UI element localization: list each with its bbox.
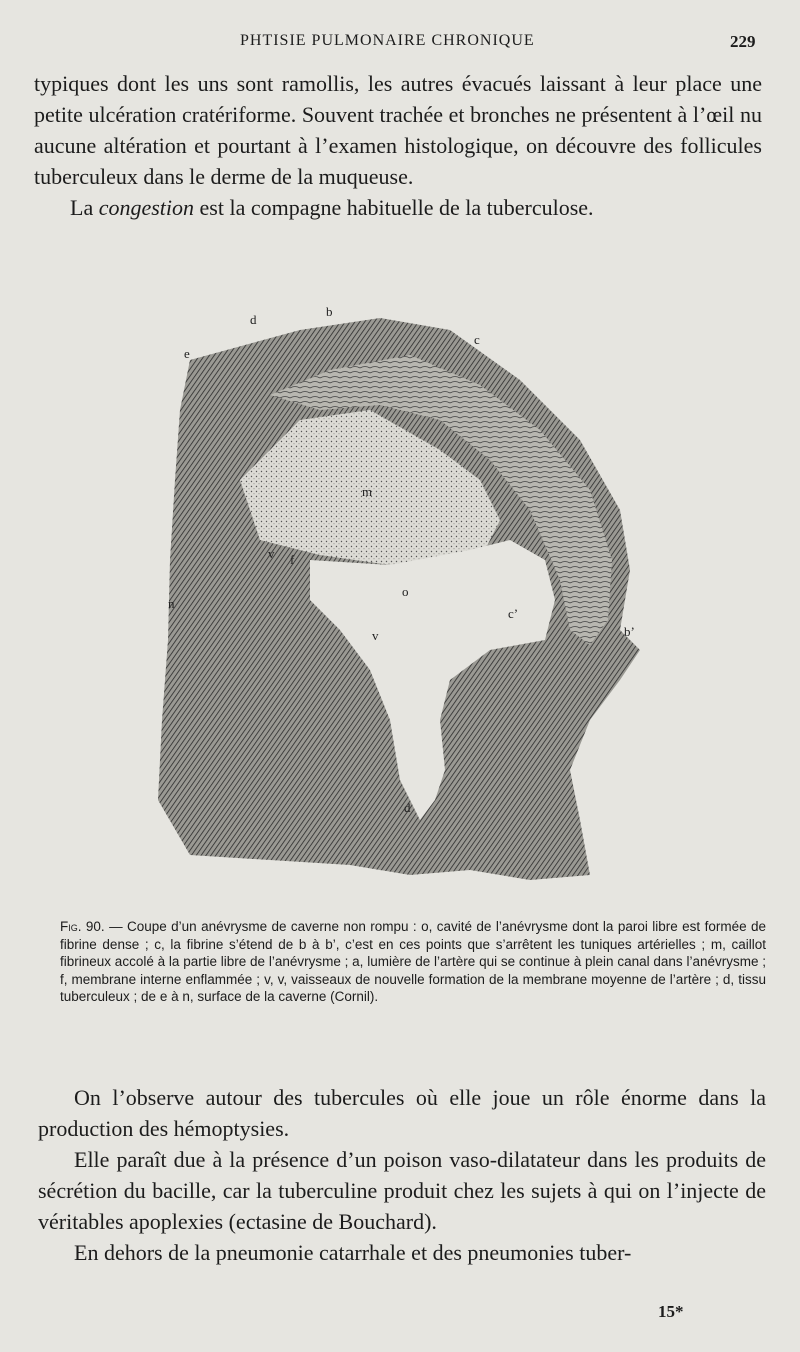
label-b: b bbox=[326, 304, 333, 319]
label-o: o bbox=[402, 584, 409, 599]
emphasis-congestion: congestion bbox=[98, 195, 195, 220]
label-c-prime: c’ bbox=[508, 606, 519, 621]
aneurysm-engraving bbox=[150, 300, 650, 890]
para-suffix: est la compagne habituelle de la tuberculose. bbox=[194, 195, 594, 220]
label-m: m bbox=[362, 484, 373, 499]
label-c: c bbox=[474, 332, 480, 347]
caption-text: — Coupe d’un anévrysme de caverne non rompu : o, cavité de l’anévrysme dont la paroi libre est formée de fibrine dense ; c, la fibrine s’étend de b à b’, c’est en ces points que s’arrêtent les tuniques artérielles ; m, caillot fibrineux accolé à la partie libre de l’anévrysme ; a, lumière de l’artère qui se continue à plein canal dans l’anévrysme ; f, membrane interne enflammée ; v, v, vaisseaux de nouvelle formation de la membrane moyenne de l’artère ; d, tissu tuberculeux ; de e à n, surface de la caverne (Cornil). bbox=[60, 919, 767, 1004]
signature-mark: 15* bbox=[658, 1302, 684, 1321]
paragraph-poison: Elle paraît due à la présence d’un poison vaso-dilatateur dans les produits de sécrétion du bacille, car la tuberculine produit chez les sujets à qui on l’injecte de véritables apoplexies (ectasine de Bouchard). bbox=[38, 1147, 766, 1234]
label-f: f bbox=[290, 552, 295, 567]
running-head bbox=[0, 32, 800, 56]
running-title: PHTISIE PULMONAIRE CHRONIQUE bbox=[240, 32, 535, 49]
paragraph-congestion bbox=[34, 192, 762, 223]
label-v2: v bbox=[372, 628, 379, 643]
label-v1: v bbox=[268, 546, 275, 561]
label-b-prime: b’ bbox=[624, 624, 635, 639]
label-n: n bbox=[168, 596, 175, 611]
paragraph-hemoptysis: On l’observe autour des tubercules où elle joue un rôle énorme dans la production des hémoptysies. bbox=[38, 1085, 766, 1141]
paragraph-continued: typiques dont les uns sont ramollis, les autres évacués laissant à leur place une petite ulcération cratériforme. Souvent trachée et bronches ne présentent à l’œil nu aucune altération et pourtant à l’examen histologique, on découvre des follicules tuberculeux dans le derme de la muqueuse. bbox=[34, 71, 762, 189]
figure-caption bbox=[60, 918, 766, 1006]
label-d-bottom: d bbox=[404, 800, 411, 815]
paragraph-pneumonia: En dehors de la pneumonie catarrhale et des pneumonies tuber- bbox=[74, 1240, 632, 1265]
para-prefix: La bbox=[70, 195, 99, 220]
top-text-block bbox=[34, 68, 762, 223]
figure-illustration bbox=[150, 300, 650, 890]
label-d-top: d bbox=[250, 312, 257, 327]
bottom-text-block bbox=[38, 1082, 766, 1268]
label-e: e bbox=[184, 346, 190, 361]
caption-label: Fig. 90. bbox=[60, 919, 105, 934]
page-number: 229 bbox=[730, 32, 756, 51]
